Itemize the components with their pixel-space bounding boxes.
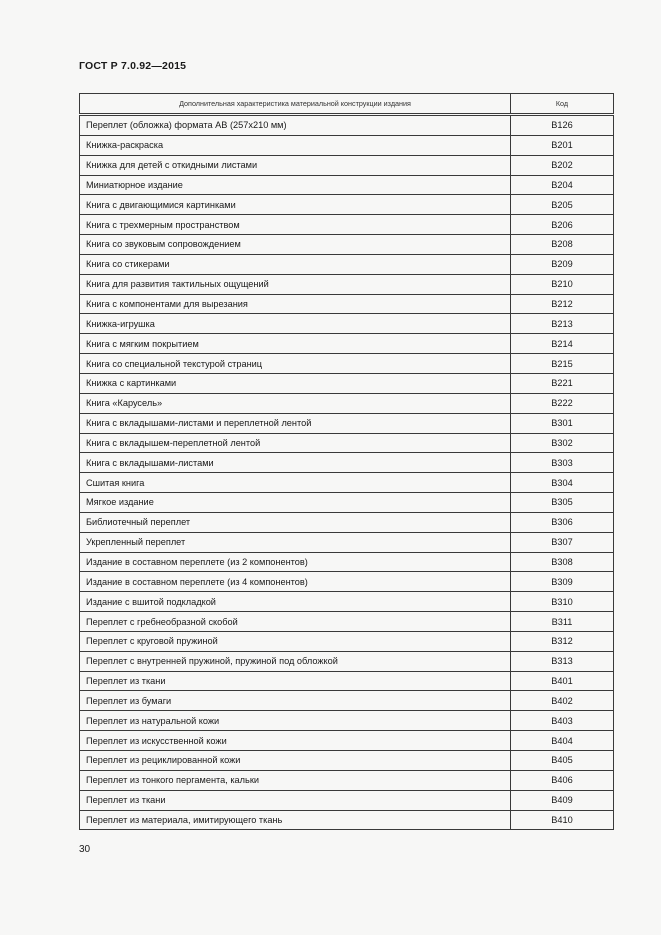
- row-code: B201: [511, 135, 614, 155]
- row-description: Переплет из искусственной кожи: [80, 731, 511, 751]
- table-row: [80, 711, 614, 731]
- row-code: B209: [511, 254, 614, 274]
- table-row: [80, 493, 614, 513]
- row-description: Переплет с гребнеобразной скобой: [80, 612, 511, 632]
- table-row: [80, 691, 614, 711]
- row-code: B311: [511, 612, 614, 632]
- row-description: Книга с мягким покрытием: [80, 334, 511, 354]
- row-code: B213: [511, 314, 614, 334]
- row-code: B405: [511, 751, 614, 771]
- document-header: ГОСТ Р 7.0.92—2015: [79, 60, 187, 72]
- row-description: Переплет (обложка) формата АВ (257х210 мм): [80, 115, 511, 136]
- row-code: B215: [511, 354, 614, 374]
- row-description: Переплет из натуральной кожи: [80, 711, 511, 731]
- row-description: Библиотечный переплет: [80, 512, 511, 532]
- row-code: B401: [511, 671, 614, 691]
- row-description: Переплет с круговой пружиной: [80, 631, 511, 651]
- row-code: B205: [511, 195, 614, 215]
- row-code: B305: [511, 493, 614, 513]
- row-description: Переплет из бумаги: [80, 691, 511, 711]
- row-code: B402: [511, 691, 614, 711]
- row-description: Книга с двигающимися картинками: [80, 195, 511, 215]
- column-header-description: Дополнительная характеристика материальной конструкции издания: [80, 94, 511, 115]
- table-row: [80, 433, 614, 453]
- table-body: [80, 115, 614, 830]
- row-description: Миниатюрное издание: [80, 175, 511, 195]
- row-description: Книжка для детей с откидными листами: [80, 155, 511, 175]
- row-description: Книга «Карусель»: [80, 393, 511, 413]
- table-row: [80, 294, 614, 314]
- row-description: Книжка-игрушка: [80, 314, 511, 334]
- row-description: Книга с компонентами для вырезания: [80, 294, 511, 314]
- row-code: B403: [511, 711, 614, 731]
- table-row: [80, 314, 614, 334]
- row-code: B221: [511, 373, 614, 393]
- table-row: [80, 413, 614, 433]
- row-description: Переплет из рециклированной кожи: [80, 751, 511, 771]
- row-code: B307: [511, 532, 614, 552]
- row-description: Книга с вкладышами-листами: [80, 453, 511, 473]
- row-code: B410: [511, 810, 614, 830]
- table-row: [80, 770, 614, 790]
- row-description: Переплет из материала, имитирующего ткань: [80, 810, 511, 830]
- table-row: [80, 274, 614, 294]
- row-code: B222: [511, 393, 614, 413]
- row-description: Книга со специальной текстурой страниц: [80, 354, 511, 374]
- table-row: [80, 810, 614, 830]
- row-description: Издание в составном переплете (из 2 компонентов): [80, 552, 511, 572]
- row-description: Книга для развития тактильных ощущений: [80, 274, 511, 294]
- table-row: [80, 473, 614, 493]
- row-code: B202: [511, 155, 614, 175]
- table-row: [80, 235, 614, 255]
- column-header-code: Код: [511, 94, 614, 115]
- row-description: Книга со звуковым сопровождением: [80, 235, 511, 255]
- row-code: B306: [511, 512, 614, 532]
- table-row: [80, 354, 614, 374]
- table-row: [80, 532, 614, 552]
- table-row: [80, 751, 614, 771]
- table-row: [80, 373, 614, 393]
- row-description: Книжка-раскраска: [80, 135, 511, 155]
- row-code: B308: [511, 552, 614, 572]
- table-row: [80, 195, 614, 215]
- table-row: [80, 671, 614, 691]
- row-code: B304: [511, 473, 614, 493]
- row-description: Переплет с внутренней пружиной, пружиной под обложкой: [80, 651, 511, 671]
- row-description: Книга с вкладышем-переплетной лентой: [80, 433, 511, 453]
- row-description: Книга с трехмерным пространством: [80, 215, 511, 235]
- row-description: Мягкое издание: [80, 493, 511, 513]
- table-row: [80, 175, 614, 195]
- table-row: [80, 512, 614, 532]
- row-code: B406: [511, 770, 614, 790]
- row-code: B303: [511, 453, 614, 473]
- row-code: B212: [511, 294, 614, 314]
- row-code: B312: [511, 631, 614, 651]
- table-row: [80, 155, 614, 175]
- row-code: B310: [511, 592, 614, 612]
- table-row: [80, 552, 614, 572]
- row-description: Книга со стикерами: [80, 254, 511, 274]
- row-description: Книжка с картинками: [80, 373, 511, 393]
- row-code: B214: [511, 334, 614, 354]
- row-code: B208: [511, 235, 614, 255]
- page-number: 30: [79, 844, 91, 855]
- table-row: [80, 254, 614, 274]
- row-description: Издание в составном переплете (из 4 компонентов): [80, 572, 511, 592]
- table-row: [80, 631, 614, 651]
- row-code: B126: [511, 115, 614, 136]
- row-code: B409: [511, 790, 614, 810]
- row-description: Издание с вшитой подкладкой: [80, 592, 511, 612]
- table-row: [80, 334, 614, 354]
- table-row: [80, 572, 614, 592]
- row-description: Сшитая книга: [80, 473, 511, 493]
- table-row: [80, 115, 614, 136]
- row-code: B210: [511, 274, 614, 294]
- classification-table: [79, 93, 614, 830]
- row-description: Книга с вкладышами-листами и переплетной лентой: [80, 413, 511, 433]
- table-row: [80, 592, 614, 612]
- row-description: Укрепленный переплет: [80, 532, 511, 552]
- row-description: Переплет из ткани: [80, 671, 511, 691]
- row-code: B309: [511, 572, 614, 592]
- table-row: [80, 790, 614, 810]
- row-code: B301: [511, 413, 614, 433]
- row-code: B204: [511, 175, 614, 195]
- row-code: B313: [511, 651, 614, 671]
- row-code: B404: [511, 731, 614, 751]
- table-header-row: [80, 94, 614, 115]
- row-description: Переплет из тонкого пергамента, кальки: [80, 770, 511, 790]
- row-code: B206: [511, 215, 614, 235]
- table-row: [80, 135, 614, 155]
- table-row: [80, 393, 614, 413]
- table-row: [80, 453, 614, 473]
- row-code: B302: [511, 433, 614, 453]
- table-row: [80, 731, 614, 751]
- table-row: [80, 215, 614, 235]
- table-row: [80, 651, 614, 671]
- table-row: [80, 612, 614, 632]
- row-description: Переплет из ткани: [80, 790, 511, 810]
